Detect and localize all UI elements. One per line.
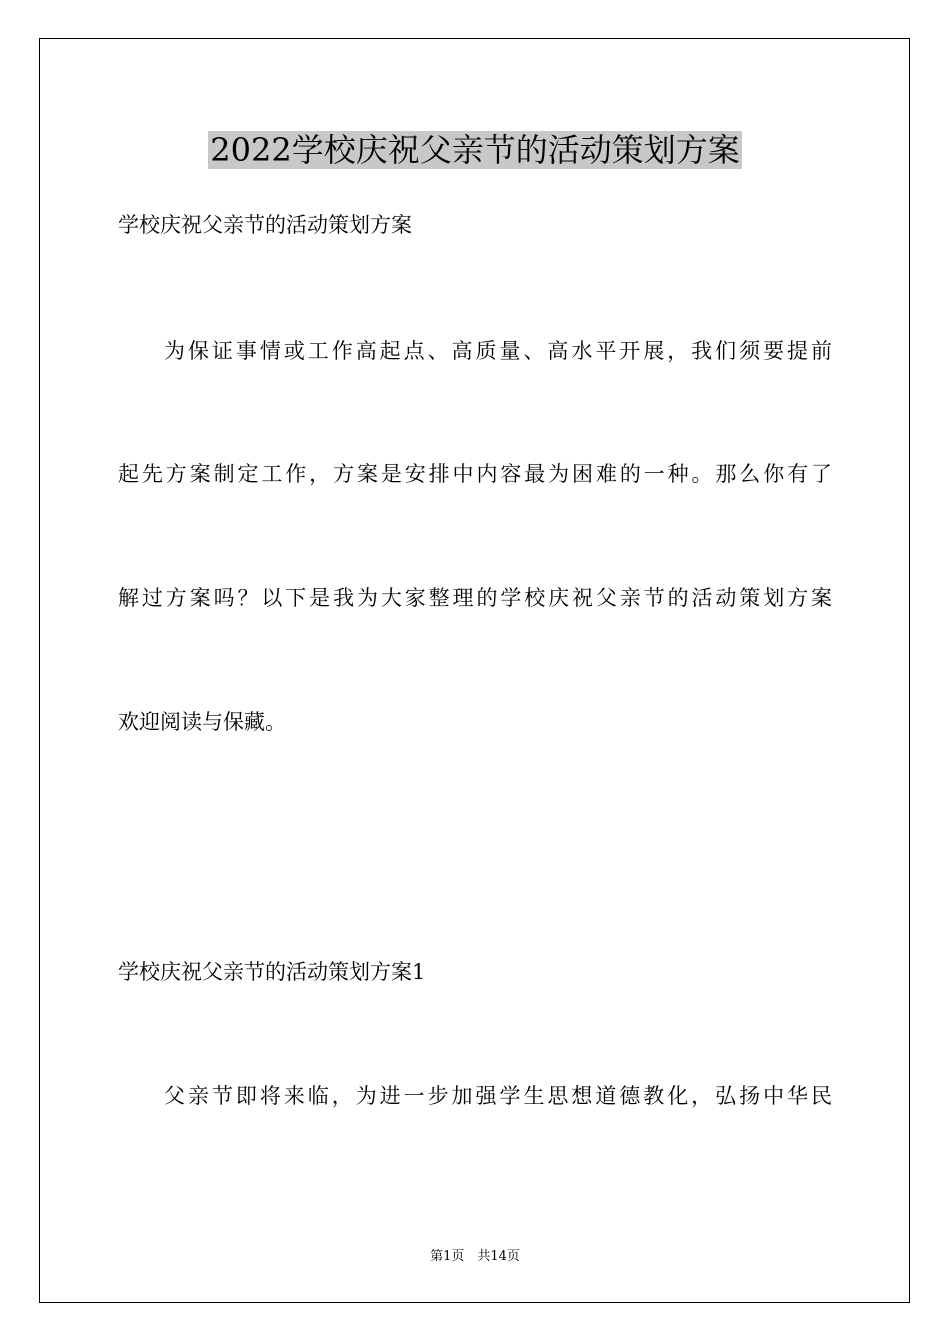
- document-title-text: 2022学校庆祝父亲节的活动策划方案: [210, 131, 740, 169]
- intro-paragraph-line-3: 解过方案吗？以下是我为大家整理的学校庆祝父亲节的活动策划方案: [118, 586, 832, 610]
- intro-paragraph-line-2: 起先方案制定工作，方案是安排中内容最为困难的一种。那么你有了: [118, 462, 832, 486]
- section-paragraph-line-1: 父亲节即将来临，为进一步加强学生思想道德教化，弘扬中华民: [164, 1084, 832, 1108]
- section-heading: 学校庆祝父亲节的活动策划方案1: [118, 960, 426, 984]
- intro-paragraph-line-1: 为保证事情或工作高起点、高质量、高水平开展，我们须要提前: [164, 339, 832, 363]
- document-title: [0, 128, 950, 172]
- document-subtitle: 学校庆祝父亲节的活动策划方案: [118, 213, 412, 237]
- page-number-footer: 第1页 共14页: [430, 1249, 520, 1264]
- intro-paragraph-line-4: 欢迎阅读与保藏。: [118, 710, 286, 734]
